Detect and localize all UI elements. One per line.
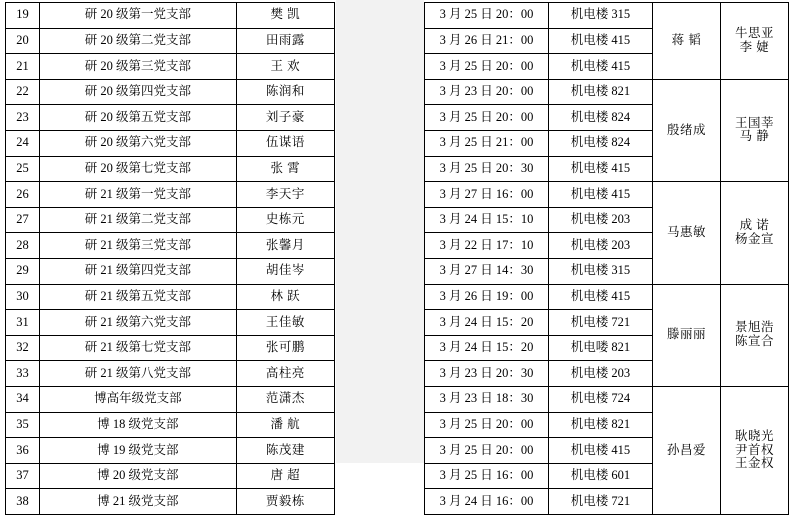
table-row: [425, 182, 789, 208]
meeting-time-cell: 3 月 25 日 20：00: [425, 412, 549, 438]
meeting-place-cell: 机电楼 203: [549, 233, 653, 259]
table-row: [6, 386, 335, 412]
schedule-body: [425, 3, 789, 515]
person-name-cell: 张馨月: [236, 233, 334, 259]
branch-name-cell: 研 20 级第二党支部: [40, 28, 237, 54]
meeting-time-cell: 3 月 26 日 19：00: [425, 284, 549, 310]
table-row: [6, 310, 335, 336]
row-index-cell: 37: [6, 463, 40, 489]
member-cell: 牛思亚 李 婕: [721, 3, 789, 80]
branch-name-cell: 研 21 级第五党支部: [40, 284, 237, 310]
table-row: [6, 258, 335, 284]
meeting-time-cell: 3 月 25 日 20：00: [425, 105, 549, 131]
meeting-place-cell: 机电楼 315: [549, 258, 653, 284]
meeting-place-cell: 机电楼 415: [549, 284, 653, 310]
meeting-place-cell: 机电楼 824: [549, 130, 653, 156]
row-index-cell: 38: [6, 489, 40, 515]
person-name-cell: 史栋元: [236, 207, 334, 233]
meeting-place-cell: 机电楼 315: [549, 3, 653, 29]
meeting-place-cell: 机电楼 821: [549, 79, 653, 105]
row-index-cell: 36: [6, 438, 40, 464]
table-row: [6, 182, 335, 208]
meeting-time-cell: 3 月 27 日 14：30: [425, 258, 549, 284]
branch-name-cell: 博 19 级党支部: [40, 438, 237, 464]
meeting-time-cell: 3 月 27 日 16：00: [425, 182, 549, 208]
row-index-cell: 19: [6, 3, 40, 29]
table-row: [425, 3, 789, 29]
person-name-cell: 刘子豪: [236, 105, 334, 131]
meeting-time-cell: 3 月 25 日 20：00: [425, 438, 549, 464]
row-index-cell: 24: [6, 130, 40, 156]
table-row: [6, 361, 335, 387]
meeting-time-cell: 3 月 24 日 15：10: [425, 207, 549, 233]
branch-name-cell: 研 21 级第六党支部: [40, 310, 237, 336]
meeting-place-cell: 机电楼 821: [549, 412, 653, 438]
person-name-cell: 胡佳岑: [236, 258, 334, 284]
branch-name-cell: 研 21 级第二党支部: [40, 207, 237, 233]
branch-name-cell: 博高年级党支部: [40, 386, 237, 412]
branch-roster-body: [6, 3, 335, 515]
person-name-cell: 樊 凯: [236, 3, 334, 29]
person-name-cell: 王佳敏: [236, 310, 334, 336]
member-cell: 王国莘 马 静: [721, 79, 789, 181]
supervisor-cell: 马惠敏: [653, 182, 721, 284]
branch-name-cell: 研 21 级第三党支部: [40, 233, 237, 259]
row-index-cell: 33: [6, 361, 40, 387]
branch-name-cell: 研 20 级第七党支部: [40, 156, 237, 182]
table-row: [6, 105, 335, 131]
meeting-time-cell: 3 月 25 日 16：00: [425, 463, 549, 489]
branch-name-cell: 研 20 级第四党支部: [40, 79, 237, 105]
row-index-cell: 30: [6, 284, 40, 310]
row-index-cell: 20: [6, 28, 40, 54]
person-name-cell: 李天宇: [236, 182, 334, 208]
person-name-cell: 高柱亮: [236, 361, 334, 387]
table-row: [6, 489, 335, 515]
table-row: [6, 28, 335, 54]
table-row: [6, 233, 335, 259]
meeting-time-cell: 3 月 25 日 20：00: [425, 54, 549, 80]
table-row: [6, 463, 335, 489]
meeting-place-cell: 机电楼 721: [549, 310, 653, 336]
meeting-time-cell: 3 月 26 日 21：00: [425, 28, 549, 54]
table-row: [6, 438, 335, 464]
row-index-cell: 21: [6, 54, 40, 80]
branch-name-cell: 研 20 级第六党支部: [40, 130, 237, 156]
person-name-cell: 潘 航: [236, 412, 334, 438]
row-index-cell: 26: [6, 182, 40, 208]
meeting-time-cell: 3 月 25 日 20：30: [425, 156, 549, 182]
table-row: [425, 79, 789, 105]
branch-name-cell: 研 20 级第一党支部: [40, 3, 237, 29]
table-row: [6, 54, 335, 80]
branch-name-cell: 研 21 级第七党支部: [40, 335, 237, 361]
row-index-cell: 27: [6, 207, 40, 233]
table-row: [6, 3, 335, 29]
person-name-cell: 陈润和: [236, 79, 334, 105]
row-index-cell: 25: [6, 156, 40, 182]
meeting-time-cell: 3 月 24 日 15：20: [425, 310, 549, 336]
person-name-cell: 范潇杰: [236, 386, 334, 412]
person-name-cell: 贾毅栋: [236, 489, 334, 515]
table-row: [425, 284, 789, 310]
meeting-place-cell: 机电楼 203: [549, 361, 653, 387]
person-name-cell: 林 跃: [236, 284, 334, 310]
table-row: [6, 130, 335, 156]
meeting-place-cell: 机电喽 821: [549, 335, 653, 361]
row-index-cell: 34: [6, 386, 40, 412]
meeting-place-cell: 机电楼 601: [549, 463, 653, 489]
meeting-time-cell: 3 月 23 日 20：00: [425, 79, 549, 105]
branch-name-cell: 研 21 级第四党支部: [40, 258, 237, 284]
meeting-time-cell: 3 月 25 日 20：00: [425, 3, 549, 29]
branch-name-cell: 博 18 级党支部: [40, 412, 237, 438]
table-row: [6, 284, 335, 310]
row-index-cell: 29: [6, 258, 40, 284]
table-row: [6, 207, 335, 233]
branch-name-cell: 博 21 级党支部: [40, 489, 237, 515]
meeting-place-cell: 机电楼 415: [549, 156, 653, 182]
person-name-cell: 伍谋语: [236, 130, 334, 156]
table-row: [425, 386, 789, 412]
meeting-time-cell: 3 月 24 日 15：20: [425, 335, 549, 361]
person-name-cell: 张可鹏: [236, 335, 334, 361]
meeting-place-cell: 机电楼 724: [549, 386, 653, 412]
branch-name-cell: 研 20 级第五党支部: [40, 105, 237, 131]
row-index-cell: 28: [6, 233, 40, 259]
person-name-cell: 田雨露: [236, 28, 334, 54]
supervisor-cell: 殷绪成: [653, 79, 721, 181]
meeting-place-cell: 机电楼 415: [549, 182, 653, 208]
row-index-cell: 23: [6, 105, 40, 131]
branch-name-cell: 博 20 级党支部: [40, 463, 237, 489]
person-name-cell: 陈茂建: [236, 438, 334, 464]
row-index-cell: 31: [6, 310, 40, 336]
row-index-cell: 22: [6, 79, 40, 105]
table-row: [6, 156, 335, 182]
person-name-cell: 唐 超: [236, 463, 334, 489]
table-row: [6, 79, 335, 105]
table-row: [6, 412, 335, 438]
meeting-place-cell: 机电楼 415: [549, 438, 653, 464]
row-index-cell: 35: [6, 412, 40, 438]
person-name-cell: 张 霄: [236, 156, 334, 182]
meeting-time-cell: 3 月 24 日 16：00: [425, 489, 549, 515]
meeting-time-cell: 3 月 25 日 21：00: [425, 130, 549, 156]
meeting-time-cell: 3 月 23 日 20：30: [425, 361, 549, 387]
supervisor-cell: 滕丽丽: [653, 284, 721, 386]
table-row: [6, 335, 335, 361]
branch-name-cell: 研 21 级第一党支部: [40, 182, 237, 208]
branch-roster-table: [5, 2, 335, 515]
branch-name-cell: 研 20 级第三党支部: [40, 54, 237, 80]
member-cell: 景旭浩 陈宣合: [721, 284, 789, 386]
meeting-place-cell: 机电楼 415: [549, 54, 653, 80]
member-cell: 成 诺 杨金宣: [721, 182, 789, 284]
row-index-cell: 32: [6, 335, 40, 361]
page-gutter-shading: [336, 0, 424, 463]
meeting-place-cell: 机电楼 721: [549, 489, 653, 515]
member-cell: 耿晓光 尹首权 王金权: [721, 386, 789, 514]
branch-name-cell: 研 21 级第八党支部: [40, 361, 237, 387]
supervisor-cell: 孙昌爱: [653, 386, 721, 514]
meeting-time-cell: 3 月 22 日 17：10: [425, 233, 549, 259]
meeting-place-cell: 机电楼 415: [549, 28, 653, 54]
supervisor-cell: 蒋 韬: [653, 3, 721, 80]
schedule-table: [424, 2, 789, 515]
meeting-place-cell: 机电楼 203: [549, 207, 653, 233]
meeting-time-cell: 3 月 23 日 18：30: [425, 386, 549, 412]
meeting-place-cell: 机电楼 824: [549, 105, 653, 131]
person-name-cell: 王 欢: [236, 54, 334, 80]
